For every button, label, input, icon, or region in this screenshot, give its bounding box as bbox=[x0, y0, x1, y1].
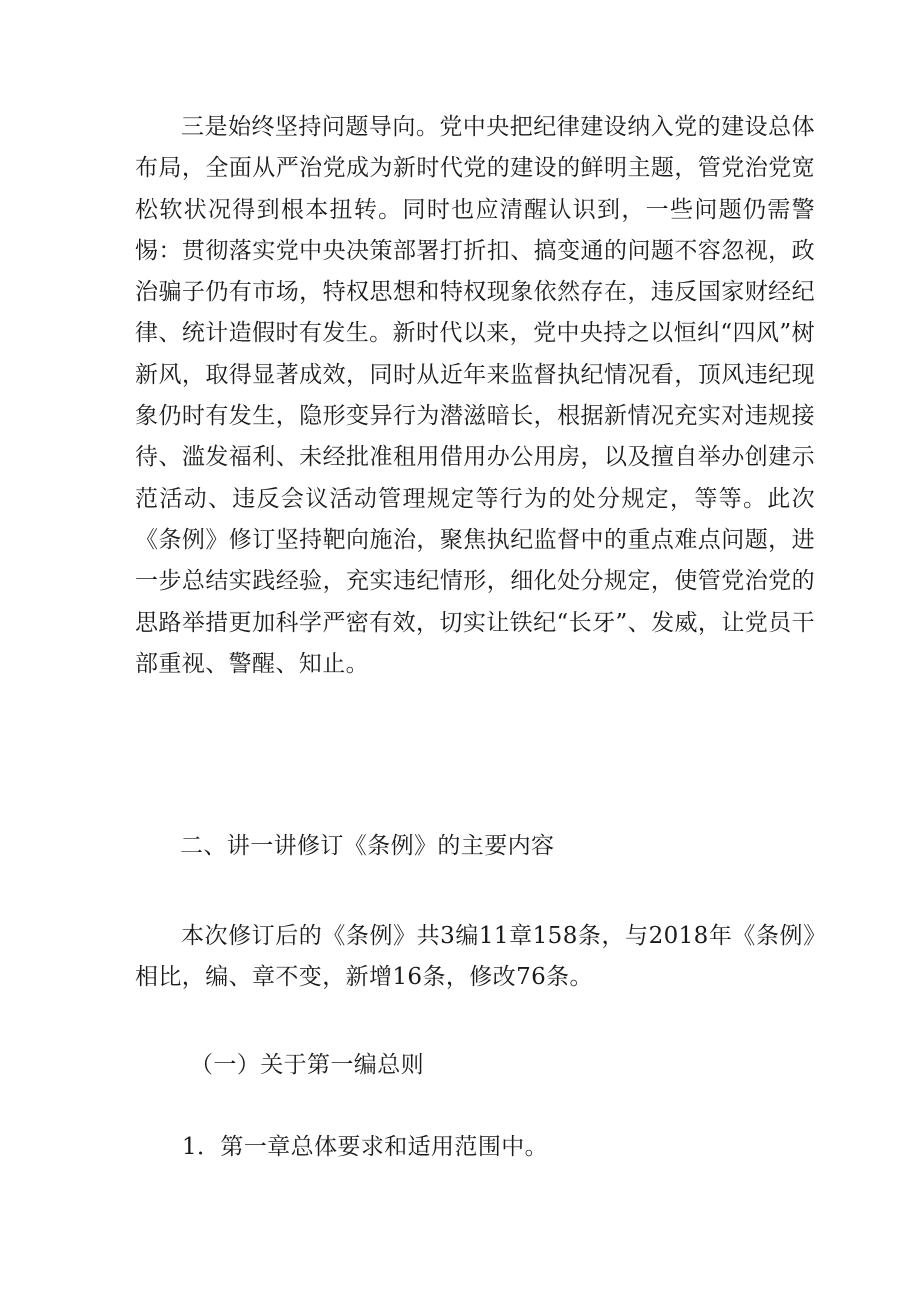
item-heading-chapter-one: 1．第一章总体要求和适用范围中。 bbox=[182, 1134, 549, 1160]
body-paragraph-revision-summary: 本次修订后的《条例》共3编11章158条，与2018年《条例》相比，编、章不变，新增16条，修改76条。 bbox=[135, 923, 815, 991]
subsection-heading-general-provisions: （一）关于第一编总则 bbox=[190, 1052, 424, 1078]
body-paragraph-problem-orientation: 三是始终坚持问题导向。党中央把纪律建设纳入党的建设总体布局，全面从严治党成为新时代党的建设的鲜明主题，管党治党宽松软状况得到根本扭转。同时也应清醒认识到，一些问题仍需警惕：贯彻落实党中央决策部署打折扣、搞变通的问题不容忽视，政治骗子仍有市场，特权思想和特权现象依然存在，违反国家财经纪律、统计造假时有发生。新时代以来，党中央持之以恒纠“四风”树新风，取得显著成效，同时从近年来监督执纪情况看，顶风违纪现象仍时有发生，隐形变异行为潜滋暗长，根据新情况充实对违规接待、滥发福利、未经批准租用借用办公用房，以及擅自举办创建示范活动、违反会议活动管理规定等行为的处分规定，等等。此次《条例》修订坚持靶向施治，聚焦执纪监督中的重点难点问题，进一步总结实践经验，充实违纪情形，细化处分规定，使管党治党的思路举措更加科学严密有效，切实让铁纪“长牙”、发威，让党员干部重视、警醒、知止。 bbox=[135, 114, 815, 677]
section-heading-main-content: 二、讲一讲修订《条例》的主要内容 bbox=[180, 833, 555, 859]
